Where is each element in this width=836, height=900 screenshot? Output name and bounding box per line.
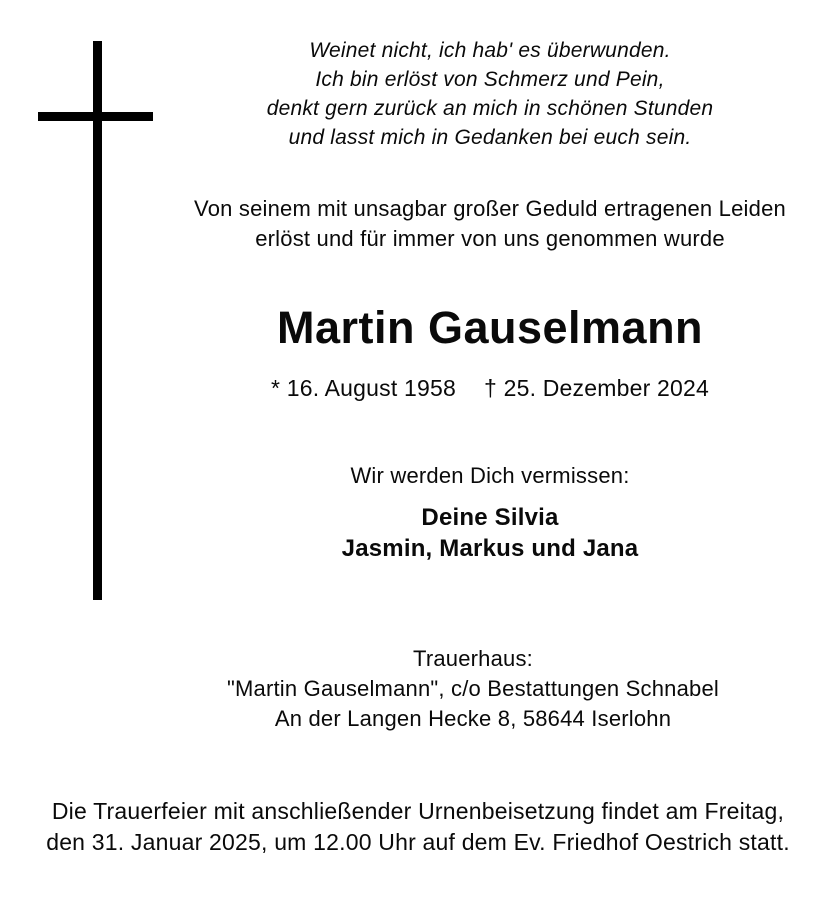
farewell-heading: Wir werden Dich vermissen: [350,463,630,488]
funeral-home-address: An der Langen Hecke 8, 58644 Iserlohn [274,706,672,731]
verse-line: denkt gern zurück an mich in schönen Stunden [266,97,714,120]
announcement-line: Von seinem mit unsagbar großer Geduld ertragenen Leiden [194,196,786,221]
verse-line: und lasst mich in Gedanken bei euch sein. [288,126,692,149]
funeral-home-label: Trauerhaus: [413,646,533,671]
death-date: † 25. Dezember 2024 [484,375,709,401]
memorial-verse [144,36,836,152]
funeral-home-name: "Martin Gauselmann", c/o Bestattungen Schnabel [227,676,719,701]
announcement-text [144,194,836,254]
ceremony-line: Die Trauerfeier mit anschließender Urnenbeisetzung findet am Freitag, [51,798,785,824]
funeral-home-section [110,644,836,734]
deceased-name: Martin Gauselmann [276,302,704,353]
birth-date: * 16. August 1958 [271,375,456,401]
announcement-line: erlöst und für immer von uns genommen wurde [255,226,725,251]
cross-vertical-bar [93,41,102,600]
life-dates [144,373,836,403]
verse-line: Ich bin erlöst von Schmerz und Pein, [315,68,665,91]
mourner-line: Jasmin, Markus und Jana [341,535,639,562]
ceremony-line: den 31. Januar 2025, um 12.00 Uhr auf dem Ev. Friedhof Oestrich statt. [46,829,790,855]
cross-horizontal-bar [38,112,153,121]
verse-line: Weinet nicht, ich hab' es überwunden. [309,39,671,62]
ceremony-info [0,796,836,858]
mourners-list [144,502,836,564]
mourner-line: Deine Silvia [421,504,559,531]
